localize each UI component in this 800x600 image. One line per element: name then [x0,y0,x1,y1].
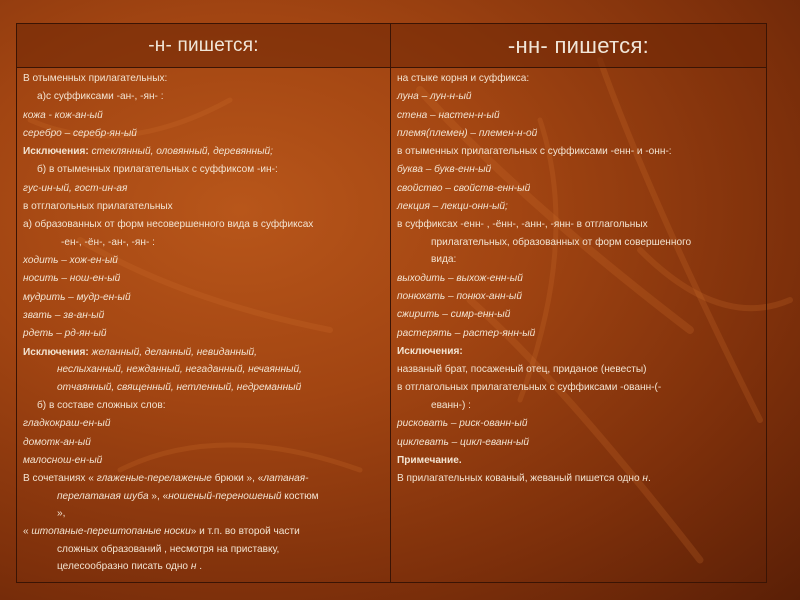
left-note-line: », [57,508,66,520]
left-note-line [23,560,386,573]
left-example: малоснош-ен-ый [23,454,103,466]
left-example: звать – зв-ан-ый [23,310,105,322]
note-text: « [23,526,29,538]
left-example: гус-ин-ый, гост-ин-ая [23,182,128,194]
right-example: растерять – растер-янн-ый [397,327,536,339]
table-body-row [17,68,767,583]
right-line: в отглагольных прилагательных с суффиксами -ованн-(- [397,382,662,394]
left-line: а)с суффиксами -ан-, -ян- : [37,91,164,103]
header-double-n: -нн- пишется: [391,24,767,68]
right-line: прилагательных, образованных от форм совершенного [431,236,692,248]
note-text: брюки », « [211,473,264,485]
right-example: рисковать – риск-ованн-ый [397,418,528,430]
left-example: гладкокраш-ен-ый [23,418,111,430]
right-example: стена – настен-н-ый [397,109,500,121]
right-line: в суффиксах -енн- , -ённ-, -анн-, -янн- в отглагольных [397,219,648,231]
right-note-line [397,472,762,485]
left-line: а) образованных от форм несовершенного вида в суффиксах [23,219,314,231]
note-text: В прилагательных кованый, жеваный пишется одно [397,473,640,485]
left-example: мудрить – мудр-ен-ый [23,291,131,303]
left-note-line [23,472,386,485]
right-line: на стыке корня и суффикса: [397,73,530,84]
right-example: выходить – выхож-енн-ый [397,272,523,284]
right-column [391,68,767,583]
right-example: буква – букв-енн-ый [397,164,492,176]
right-example: свойство – свойств-енн-ый [397,182,531,194]
right-exceptions-label: Исключения: [397,345,463,357]
exceptions-label: Исключения: [23,346,89,358]
left-exceptions-line [23,346,386,359]
right-example: сжирить – симр-енн-ый [397,309,511,321]
right-line: еванн-) : [431,399,471,411]
left-example: кожа - кож-ан-ый [23,109,103,121]
left-note-line: сложных образований , несмотря на приставку, [57,543,280,555]
right-note-label: Примечание. [397,454,462,466]
right-line: вида: [431,254,457,266]
note-example: штопаные-перештопаные носки [28,526,191,538]
left-line: в отглагольных прилагательных [23,201,173,213]
left-note-line [23,525,386,538]
note-text: В сочетаниях « [23,473,94,485]
note-example: ношеный-переношеный [168,490,282,502]
note-example: н [188,561,197,573]
left-example: неслыханный, нежданный, негаданный, нечаянный, [57,364,302,376]
note-example: глаженые-перелаженые [93,473,212,485]
note-example: латаная- [263,473,309,485]
left-line: б) в отыменных прилагательных с суффиксом -ин-: [37,164,278,176]
left-example: ходить – хож-ен-ый [23,255,118,267]
note-text: . [647,473,651,485]
note-example: перелатаная шуба [57,490,149,502]
left-note-line [23,490,386,503]
right-example: циклевать – цикл-еванн-ый [397,436,530,448]
left-example: отчаянный, священный, нетленный, недреманный [57,381,302,393]
exceptions-label: Исключения: [23,146,89,158]
exceptions-words: желанный, деланный, невиданный, [88,346,257,358]
exceptions-words: стеклянный, оловянный, деревянный; [88,146,273,158]
right-example: понюхать – понюх-анн-ый [397,290,522,302]
left-line: б) в составе сложных слов: [37,399,166,411]
left-exceptions-line [23,145,386,158]
right-line: в отыменных прилагательных с суффиксами -енн- и -онн-: [397,146,672,158]
right-example: луна – лун-н-ый [397,91,472,103]
header-single-n: -н- пишется: [17,24,391,68]
left-line: В отыменных прилагательных: [23,73,168,84]
left-example: домотк-ан-ый [23,436,91,448]
note-text: » и т.п. во второй части [190,526,300,538]
left-example: рдеть – рд-ян-ый [23,328,107,340]
left-example: носить – нош-ен-ый [23,273,121,285]
right-example: лекция – лекци-онн-ый; [397,201,508,213]
left-example: серебро – серебр-ян-ый [23,127,137,139]
right-example: племя(племен) – племен-н-ой [397,127,538,139]
note-text: целесообразно писать одно [57,561,189,573]
rules-table [16,23,767,583]
table-header-row [17,24,767,68]
note-text: », « [148,490,169,502]
note-text: костюм [281,490,319,502]
note-text: . [196,561,203,573]
right-line: названый брат, посаженый отец, приданое (невесты) [397,364,647,376]
left-column [17,68,391,583]
note-example: н [639,473,648,485]
left-line: -ен-, -ён-, -ан-, -ян- : [61,236,155,248]
